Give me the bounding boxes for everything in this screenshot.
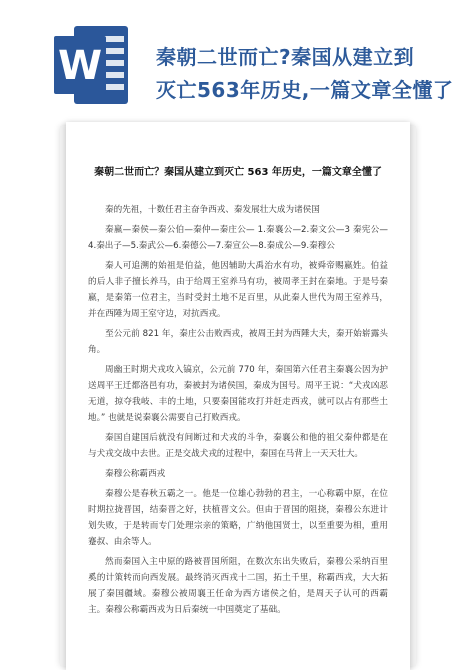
word-letter: W bbox=[57, 43, 103, 89]
paragraph: 秦穆公是春秋五霸之一。他是一位雄心勃勃的君主，一心称霸中原，在位时期拉拢晋国，结秦晋之好，扶植晋文公。但由于晋国的阻挠，秦穆公东进计划失败，于是转而专门处理宗亲的策略，广纳他国贤士，以至重要为相，重用蹇叔、由余等人。 bbox=[88, 489, 388, 547]
section-heading: 秦穆公称霸西戎 bbox=[105, 469, 166, 479]
paragraph: 然而秦国入主中原的路被晋国所阻，在数次东出失败后，秦穆公采纳百里奚的计策转而向西发展。最终消灭西戎十二国，拓土千里，称霸西戎，大大拓展了秦国疆域。秦穆公被周襄王任命为西方诸侯之伯，是周天子认可的西霸主。秦穆公称霸西戎为日后秦统一中国奠定了基础。 bbox=[88, 557, 388, 615]
paragraph: 秦嬴—秦侯—秦公伯—秦仲—秦庄公— 1.秦襄公—2.秦文公—3 秦宪公—4.秦出子—5.秦武公—6.秦德公—7.秦宣公—8.秦成公—9.秦穆公 bbox=[88, 225, 388, 251]
page-title-line-1: 秦朝二世而亡?秦国从建立到 bbox=[156, 45, 415, 69]
paragraph: 秦的先祖，十数任君主奋争西戎、秦发展壮大成为诸侯国 bbox=[105, 205, 320, 215]
page-title-line-2: 灭亡563年历史,一篇文章全懂了 bbox=[156, 78, 454, 102]
paragraph: 至公元前 821 年，秦庄公击败西戎，被周王封为西陲大夫，秦开始崭露头角。 bbox=[88, 329, 388, 355]
document-page bbox=[66, 122, 410, 670]
document-title: 秦朝二世而亡？秦国从建立到灭亡 563 年历史，一篇文章全懂了 bbox=[94, 167, 382, 178]
header-banner bbox=[0, 0, 474, 120]
paragraph: 秦国自建国后就没有间断过和犬戎的斗争，秦襄公和他的祖父秦仲都是在与犬戎交战中去世。正是交战犬戎的过程中，秦国在马背上一天天壮大。 bbox=[88, 433, 388, 459]
paragraph: 秦人可追溯的始祖是伯益，他因辅助大禹治水有功，被舜帝赐嬴姓。伯益的后人非子擅长养马，由于给周王室养马有功，被周孝王封在秦地。于是号秦嬴，是秦第一位君主，当时受封土地不足百里，从此秦人世代为周王室养马，并在西陲为周王室守边，对抗西戎。 bbox=[88, 261, 388, 319]
word-doc-icon bbox=[54, 26, 128, 104]
paragraph: 周幽王时期犬戎攻入镐京，公元前 770 年，秦国第六任君主秦襄公因为护送周平王迁都洛邑有功，秦被封为诸侯国，秦成为国号。周平王说：“犬戎凶恶无道，掠夺我岐、丰的土地，只要秦国能攻打并赶走西戎，就可以占有那些土地。” 也就是说秦襄公需要自己打败西戎。 bbox=[88, 365, 388, 423]
document-body bbox=[88, 202, 388, 622]
